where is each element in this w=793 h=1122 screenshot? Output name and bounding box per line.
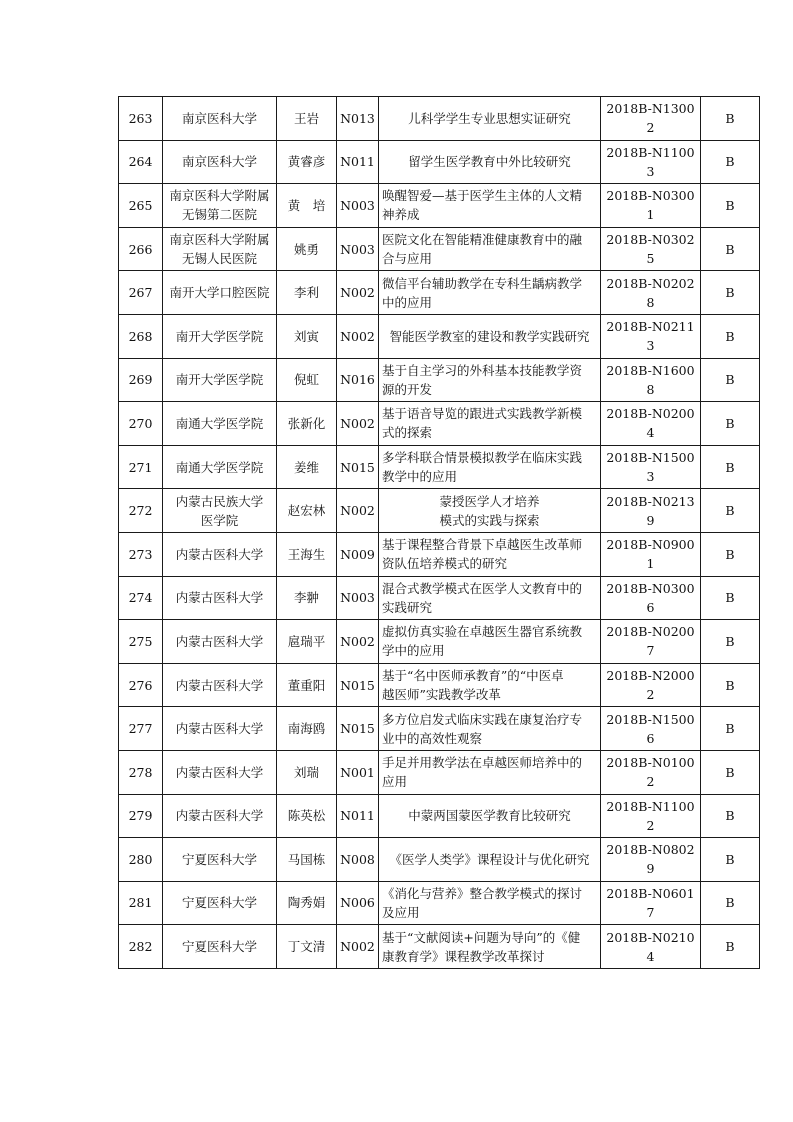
table-row bbox=[119, 663, 760, 707]
title-cell-line: 式的探索 bbox=[382, 425, 433, 441]
category-code-cell: N003 bbox=[337, 227, 379, 271]
school-cell bbox=[163, 576, 277, 620]
row-number-cell: 278 bbox=[119, 750, 163, 794]
row-number-cell: 279 bbox=[119, 794, 163, 838]
title-cell bbox=[379, 925, 601, 969]
name-cell: 南海鸥 bbox=[277, 707, 337, 751]
school-cell-line: 内蒙古医科大学 bbox=[175, 677, 264, 693]
title-cell-line: 基于语音导览的跟进式实践教学新模 bbox=[382, 406, 583, 422]
project-list-table bbox=[118, 96, 760, 969]
table-row bbox=[119, 925, 760, 969]
name-cell: 马国栋 bbox=[277, 838, 337, 882]
name-cell: 陶秀娟 bbox=[277, 881, 337, 925]
title-cell bbox=[379, 750, 601, 794]
school-cell bbox=[163, 925, 277, 969]
project-id-cell: 2018B-N09001 bbox=[601, 532, 701, 576]
category-code-cell: N008 bbox=[337, 838, 379, 882]
school-cell bbox=[163, 271, 277, 315]
name-cell: 姚勇 bbox=[277, 227, 337, 271]
project-id-cell: 2018B-N02113 bbox=[601, 314, 701, 358]
title-cell-line: 康教育学》课程教学改革探讨 bbox=[382, 948, 545, 964]
category-code-cell: N006 bbox=[337, 881, 379, 925]
table-row bbox=[119, 489, 760, 533]
title-cell-line: 智能医学教室的建设和教学实践研究 bbox=[389, 328, 590, 344]
table-row bbox=[119, 794, 760, 838]
title-cell-line: 实践研究 bbox=[382, 599, 433, 615]
table-row bbox=[119, 881, 760, 925]
table-row bbox=[119, 271, 760, 315]
table-row bbox=[119, 576, 760, 620]
title-cell-line: 微信平台辅助教学在专科生龋病教学 bbox=[382, 275, 583, 291]
category-code-cell: N009 bbox=[337, 532, 379, 576]
project-id-cell: 2018B-N13002 bbox=[601, 97, 701, 141]
table-row bbox=[119, 184, 760, 228]
school-cell-line: 南通大学医学院 bbox=[175, 415, 264, 431]
row-number-cell: 263 bbox=[119, 97, 163, 141]
school-cell-line: 南开大学口腔医院 bbox=[169, 285, 270, 301]
school-cell bbox=[163, 227, 277, 271]
table-row bbox=[119, 358, 760, 402]
title-cell bbox=[379, 663, 601, 707]
grade-cell: B bbox=[701, 358, 760, 402]
row-number-cell: 265 bbox=[119, 184, 163, 228]
title-cell-line: 合与应用 bbox=[382, 251, 433, 267]
table-row bbox=[119, 620, 760, 664]
title-cell bbox=[379, 620, 601, 664]
title-cell-line: 虚拟仿真实验在卓越医生器官系统教 bbox=[382, 624, 583, 640]
table-body bbox=[119, 97, 760, 969]
school-cell bbox=[163, 620, 277, 664]
title-cell-line: 基于“文献阅读+问题为导向”的《健 bbox=[382, 929, 581, 945]
school-cell-line: 南通大学医学院 bbox=[175, 459, 264, 475]
project-id-cell: 2018B-N11003 bbox=[601, 140, 701, 184]
grade-cell: B bbox=[701, 620, 760, 664]
project-id-cell: 2018B-N02004 bbox=[601, 402, 701, 446]
table-row bbox=[119, 707, 760, 751]
name-cell: 董重阳 bbox=[277, 663, 337, 707]
table-row bbox=[119, 838, 760, 882]
project-id-cell: 2018B-N06017 bbox=[601, 881, 701, 925]
table-row bbox=[119, 314, 760, 358]
school-cell-line: 南京医科大学附属 bbox=[169, 188, 270, 204]
category-code-cell: N015 bbox=[337, 707, 379, 751]
title-cell bbox=[379, 314, 601, 358]
row-number-cell: 276 bbox=[119, 663, 163, 707]
grade-cell: B bbox=[701, 707, 760, 751]
school-cell-line: 南京医科大学 bbox=[181, 110, 257, 126]
title-cell-line: 留学生医学教育中外比较研究 bbox=[408, 154, 571, 170]
category-code-cell: N003 bbox=[337, 576, 379, 620]
title-cell-line: 《消化与营养》整合教学模式的探讨 bbox=[382, 885, 583, 901]
title-cell-line: 神养成 bbox=[382, 207, 420, 223]
title-cell bbox=[379, 576, 601, 620]
category-code-cell: N002 bbox=[337, 620, 379, 664]
title-cell-line: 源的开发 bbox=[382, 381, 433, 397]
school-cell-line: 无锡第二医院 bbox=[181, 207, 257, 223]
category-code-cell: N002 bbox=[337, 489, 379, 533]
title-cell-line: 手足并用教学法在卓越医师培养中的 bbox=[382, 755, 583, 771]
school-cell-line: 南京医科大学 bbox=[181, 154, 257, 170]
category-code-cell: N016 bbox=[337, 358, 379, 402]
grade-cell: B bbox=[701, 140, 760, 184]
name-cell: 黄睿彦 bbox=[277, 140, 337, 184]
school-cell bbox=[163, 184, 277, 228]
row-number-cell: 272 bbox=[119, 489, 163, 533]
school-cell bbox=[163, 314, 277, 358]
title-cell-line: 应用 bbox=[382, 774, 408, 790]
row-number-cell: 264 bbox=[119, 140, 163, 184]
title-cell-line: 中的应用 bbox=[382, 294, 433, 310]
name-cell: 陈英松 bbox=[277, 794, 337, 838]
title-cell-line: 多方位启发式临床实践在康复治疗专 bbox=[382, 711, 583, 727]
school-cell bbox=[163, 794, 277, 838]
grade-cell: B bbox=[701, 794, 760, 838]
table-row bbox=[119, 227, 760, 271]
category-code-cell: N015 bbox=[337, 663, 379, 707]
school-cell-line: 内蒙古医科大学 bbox=[175, 633, 264, 649]
school-cell bbox=[163, 838, 277, 882]
project-id-cell: 2018B-N15003 bbox=[601, 445, 701, 489]
project-id-cell: 2018B-N03025 bbox=[601, 227, 701, 271]
row-number-cell: 266 bbox=[119, 227, 163, 271]
title-cell-line: 资队伍培养模式的研究 bbox=[382, 556, 508, 572]
table-row bbox=[119, 140, 760, 184]
project-id-cell: 2018B-N20002 bbox=[601, 663, 701, 707]
name-cell: 王海生 bbox=[277, 532, 337, 576]
title-cell bbox=[379, 358, 601, 402]
name-cell: 黄 培 bbox=[277, 184, 337, 228]
grade-cell: B bbox=[701, 663, 760, 707]
school-cell-line: 南京医科大学附属 bbox=[169, 232, 270, 248]
title-cell-line: 基于“名中医师承教育”的“中医卓 bbox=[382, 668, 564, 684]
school-cell-line: 内蒙古医科大学 bbox=[175, 764, 264, 780]
project-id-cell: 2018B-N01002 bbox=[601, 750, 701, 794]
school-cell-line: 内蒙古医科大学 bbox=[175, 590, 264, 606]
school-cell bbox=[163, 402, 277, 446]
project-id-cell: 2018B-N02104 bbox=[601, 925, 701, 969]
name-cell: 李利 bbox=[277, 271, 337, 315]
category-code-cell: N002 bbox=[337, 925, 379, 969]
school-cell bbox=[163, 532, 277, 576]
title-cell-line: 业中的高效性观察 bbox=[382, 730, 483, 746]
school-cell-line: 宁夏医科大学 bbox=[181, 851, 257, 867]
title-cell-line: 基于自主学习的外科基本技能教学资 bbox=[382, 362, 583, 378]
row-number-cell: 280 bbox=[119, 838, 163, 882]
project-id-cell: 2018B-N08029 bbox=[601, 838, 701, 882]
row-number-cell: 273 bbox=[119, 532, 163, 576]
title-cell-line: 及应用 bbox=[382, 904, 420, 920]
name-cell: 李翀 bbox=[277, 576, 337, 620]
table-row bbox=[119, 97, 760, 141]
title-cell bbox=[379, 794, 601, 838]
school-cell-line: 内蒙古民族大学 bbox=[175, 493, 264, 509]
category-code-cell: N013 bbox=[337, 97, 379, 141]
title-cell-line: 儿科学学生专业思想实证研究 bbox=[408, 110, 571, 126]
table-row bbox=[119, 750, 760, 794]
name-cell: 姜维 bbox=[277, 445, 337, 489]
name-cell: 刘寅 bbox=[277, 314, 337, 358]
school-cell bbox=[163, 663, 277, 707]
name-cell: 扈瑞平 bbox=[277, 620, 337, 664]
category-code-cell: N011 bbox=[337, 140, 379, 184]
name-cell: 王岩 bbox=[277, 97, 337, 141]
title-cell bbox=[379, 227, 601, 271]
category-code-cell: N002 bbox=[337, 402, 379, 446]
grade-cell: B bbox=[701, 881, 760, 925]
category-code-cell: N001 bbox=[337, 750, 379, 794]
grade-cell: B bbox=[701, 576, 760, 620]
row-number-cell: 267 bbox=[119, 271, 163, 315]
grade-cell: B bbox=[701, 489, 760, 533]
school-cell bbox=[163, 140, 277, 184]
school-cell bbox=[163, 707, 277, 751]
table-row bbox=[119, 445, 760, 489]
name-cell: 张新化 bbox=[277, 402, 337, 446]
title-cell-line: 模式的实践与探索 bbox=[439, 512, 540, 528]
grade-cell: B bbox=[701, 314, 760, 358]
grade-cell: B bbox=[701, 271, 760, 315]
title-cell bbox=[379, 707, 601, 751]
row-number-cell: 274 bbox=[119, 576, 163, 620]
school-cell-line: 内蒙古医科大学 bbox=[175, 546, 264, 562]
grade-cell: B bbox=[701, 97, 760, 141]
school-cell bbox=[163, 97, 277, 141]
title-cell-line: 基于课程整合背景下卓越医生改革师 bbox=[382, 537, 583, 553]
title-cell-line: 教学中的应用 bbox=[382, 469, 458, 485]
row-number-cell: 281 bbox=[119, 881, 163, 925]
title-cell-line: 中蒙两国蒙医学教育比较研究 bbox=[408, 808, 571, 824]
title-cell bbox=[379, 532, 601, 576]
grade-cell: B bbox=[701, 184, 760, 228]
project-id-cell: 2018B-N16008 bbox=[601, 358, 701, 402]
title-cell-line: 学中的应用 bbox=[382, 643, 445, 659]
title-cell-line: 蒙授医学人才培养 bbox=[439, 493, 540, 509]
grade-cell: B bbox=[701, 925, 760, 969]
title-cell bbox=[379, 97, 601, 141]
project-id-cell: 2018B-N02139 bbox=[601, 489, 701, 533]
row-number-cell: 282 bbox=[119, 925, 163, 969]
category-code-cell: N011 bbox=[337, 794, 379, 838]
project-id-cell: 2018B-N03006 bbox=[601, 576, 701, 620]
title-cell-line: 混合式教学模式在医学人文教育中的 bbox=[382, 580, 583, 596]
project-id-cell: 2018B-N15006 bbox=[601, 707, 701, 751]
project-id-cell: 2018B-N02007 bbox=[601, 620, 701, 664]
title-cell bbox=[379, 489, 601, 533]
row-number-cell: 268 bbox=[119, 314, 163, 358]
category-code-cell: N002 bbox=[337, 271, 379, 315]
title-cell bbox=[379, 881, 601, 925]
grade-cell: B bbox=[701, 227, 760, 271]
row-number-cell: 269 bbox=[119, 358, 163, 402]
title-cell-line: 唤醒智爱—基于医学生主体的人文精 bbox=[382, 188, 583, 204]
grade-cell: B bbox=[701, 402, 760, 446]
project-id-cell: 2018B-N11002 bbox=[601, 794, 701, 838]
school-cell-line: 医学院 bbox=[200, 512, 239, 528]
school-cell-line: 南开大学医学院 bbox=[175, 328, 264, 344]
title-cell bbox=[379, 445, 601, 489]
table-row bbox=[119, 402, 760, 446]
name-cell: 刘瑞 bbox=[277, 750, 337, 794]
row-number-cell: 275 bbox=[119, 620, 163, 664]
table-row bbox=[119, 532, 760, 576]
title-cell-line: 多学科联合情景模拟教学在临床实践 bbox=[382, 450, 583, 466]
name-cell: 丁文清 bbox=[277, 925, 337, 969]
school-cell-line: 宁夏医科大学 bbox=[181, 895, 257, 911]
title-cell-line: 医院文化在智能精准健康教育中的融 bbox=[382, 232, 583, 248]
category-code-cell: N015 bbox=[337, 445, 379, 489]
school-cell bbox=[163, 750, 277, 794]
category-code-cell: N002 bbox=[337, 314, 379, 358]
project-id-cell: 2018B-N02028 bbox=[601, 271, 701, 315]
row-number-cell: 270 bbox=[119, 402, 163, 446]
title-cell bbox=[379, 140, 601, 184]
school-cell-line: 南开大学医学院 bbox=[175, 372, 264, 388]
title-cell-line: 越医师”实践教学改革 bbox=[382, 687, 501, 703]
school-cell bbox=[163, 881, 277, 925]
name-cell: 赵宏林 bbox=[277, 489, 337, 533]
school-cell-line: 无锡人民医院 bbox=[181, 251, 257, 267]
grade-cell: B bbox=[701, 750, 760, 794]
category-code-cell: N003 bbox=[337, 184, 379, 228]
title-cell bbox=[379, 184, 601, 228]
grade-cell: B bbox=[701, 445, 760, 489]
title-cell-line: 《医学人类学》课程设计与优化研究 bbox=[389, 851, 590, 867]
row-number-cell: 277 bbox=[119, 707, 163, 751]
row-number-cell: 271 bbox=[119, 445, 163, 489]
school-cell bbox=[163, 489, 277, 533]
title-cell bbox=[379, 402, 601, 446]
school-cell-line: 内蒙古医科大学 bbox=[175, 721, 264, 737]
name-cell: 倪虹 bbox=[277, 358, 337, 402]
school-cell bbox=[163, 358, 277, 402]
title-cell bbox=[379, 838, 601, 882]
school-cell bbox=[163, 445, 277, 489]
grade-cell: B bbox=[701, 838, 760, 882]
school-cell-line: 内蒙古医科大学 bbox=[175, 808, 264, 824]
title-cell bbox=[379, 271, 601, 315]
project-id-cell: 2018B-N03001 bbox=[601, 184, 701, 228]
grade-cell: B bbox=[701, 532, 760, 576]
school-cell-line: 宁夏医科大学 bbox=[181, 939, 257, 955]
